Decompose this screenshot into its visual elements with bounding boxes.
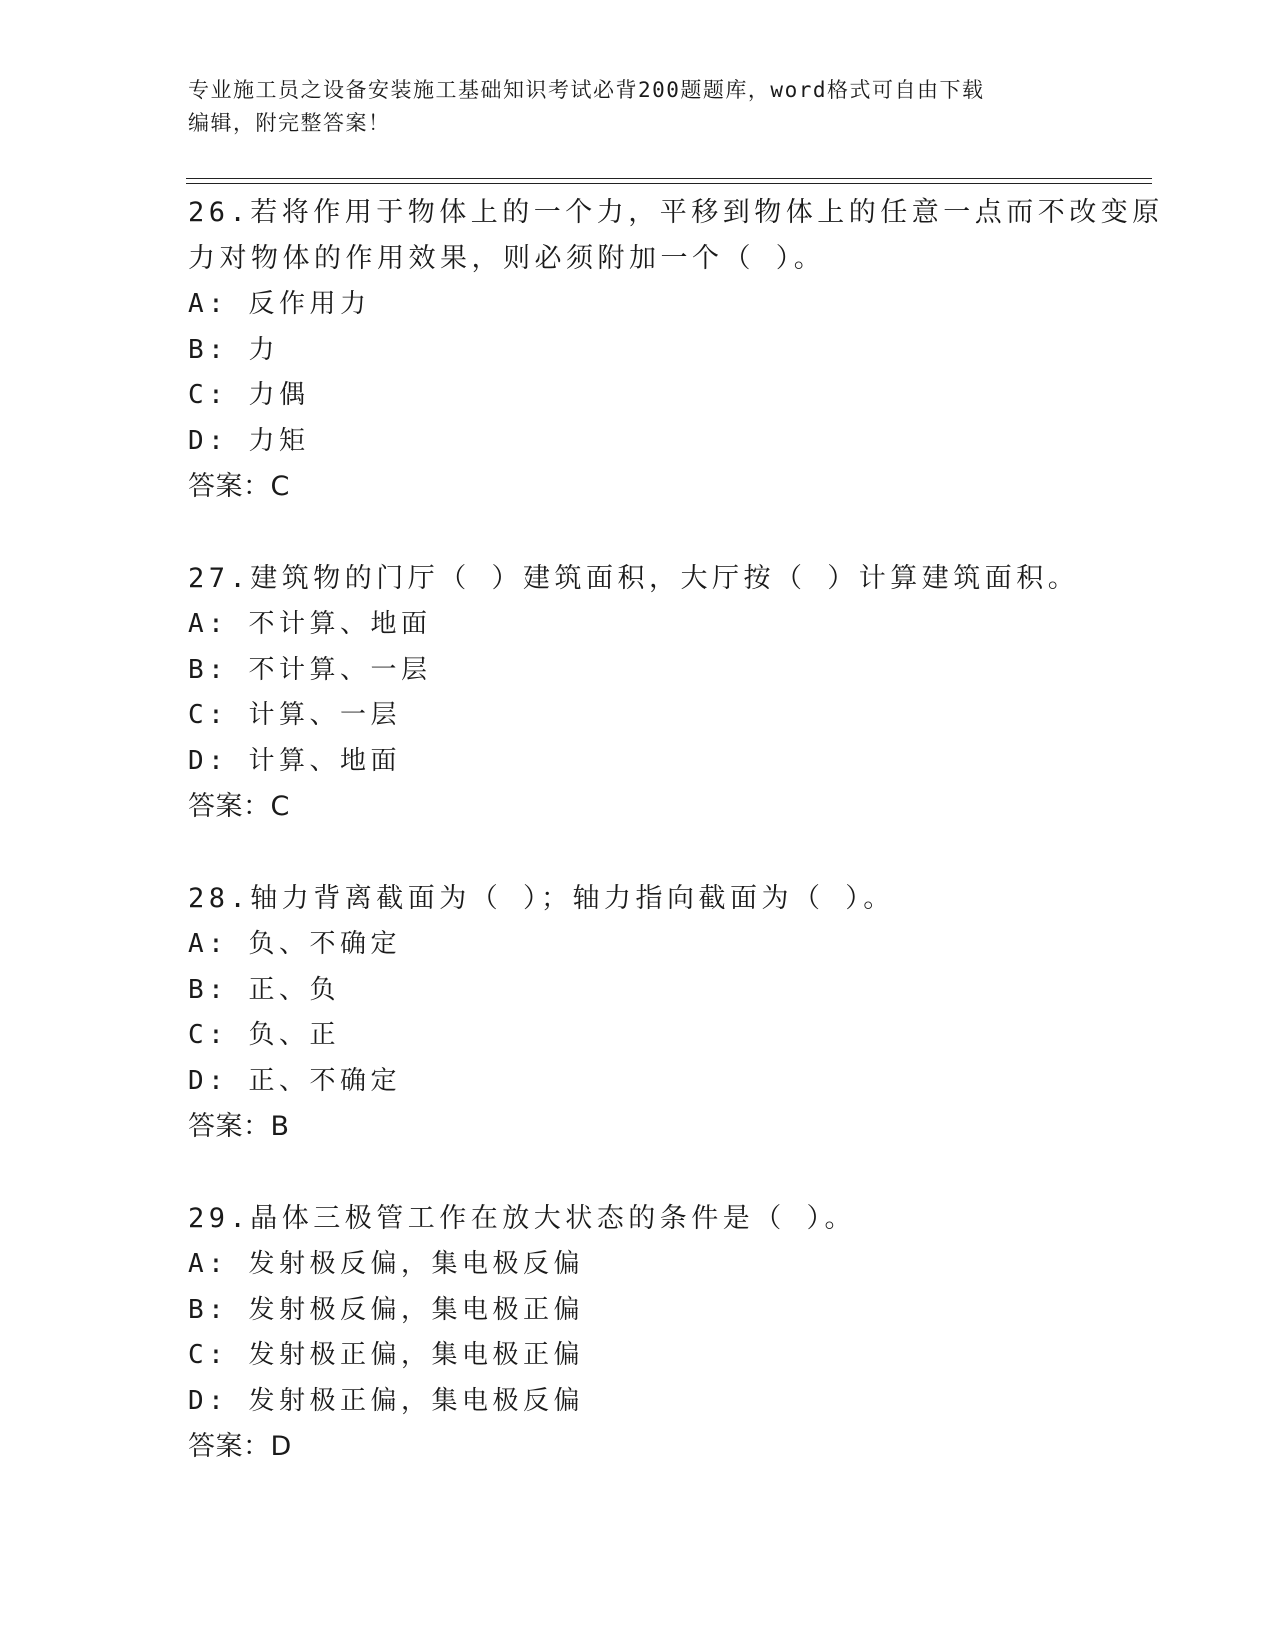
- question-27: [188, 556, 1088, 830]
- question-stem-line: 29.晶体三极管工作在放大状态的条件是（ ）。: [188, 1203, 857, 1234]
- answer-line: 答案：D: [188, 1431, 292, 1462]
- option-a: A: 反作用力: [188, 289, 371, 319]
- answer-line: 答案：C: [188, 471, 290, 502]
- header-divider-bottom: [186, 183, 1152, 184]
- question-stem-line: 力对物体的作用效果，则必须附加一个（ ）。: [188, 243, 826, 274]
- option-b: B: 不计算、一层: [188, 654, 432, 685]
- option-c: C: 发射极正偏，集电极正偏: [188, 1340, 584, 1370]
- document-header: [188, 74, 1068, 140]
- option-d: D: 发射极正偏，集电极反偏: [188, 1385, 584, 1416]
- question-26: [188, 190, 1164, 510]
- option-a: A: 发射极反偏，集电极反偏: [188, 1249, 584, 1279]
- answer-line: 答案：B: [188, 1111, 290, 1142]
- answer-line: 答案：C: [188, 791, 290, 822]
- question-28: [188, 876, 1088, 1150]
- option-c: C: 计算、一层: [188, 700, 401, 730]
- option-a: A: 不计算、地面: [188, 609, 432, 639]
- option-b: B: 力: [188, 334, 279, 365]
- question-stem-line: 28.轴力背离截面为（ ）；轴力指向截面为（ ）。: [188, 883, 895, 914]
- option-a: A: 负、不确定: [188, 929, 401, 959]
- option-c: C: 负、正: [188, 1020, 340, 1050]
- header-divider-top: [186, 178, 1152, 179]
- header-line-1: 专业施工员之设备安装施工基础知识考试必背200题题库，word格式可自由下载: [188, 78, 985, 102]
- option-d: D: 力矩: [188, 425, 310, 456]
- option-c: C: 力偶: [188, 380, 310, 410]
- question-29: [188, 1196, 1088, 1470]
- question-list: [188, 190, 1164, 1516]
- option-d: D: 正、不确定: [188, 1065, 401, 1096]
- option-b: B: 正、负: [188, 974, 340, 1005]
- option-b: B: 发射极反偏，集电极正偏: [188, 1294, 584, 1325]
- question-stem-line: 27.建筑物的门厅（ ）建筑面积，大厅按（ ）计算建筑面积。: [188, 563, 1080, 594]
- header-line-2: 编辑，附完整答案！: [188, 111, 391, 135]
- option-d: D: 计算、地面: [188, 745, 401, 776]
- question-stem-line: 26.若将作用于物体上的一个力，平移到物体上的任意一点而不改变原: [188, 197, 1164, 228]
